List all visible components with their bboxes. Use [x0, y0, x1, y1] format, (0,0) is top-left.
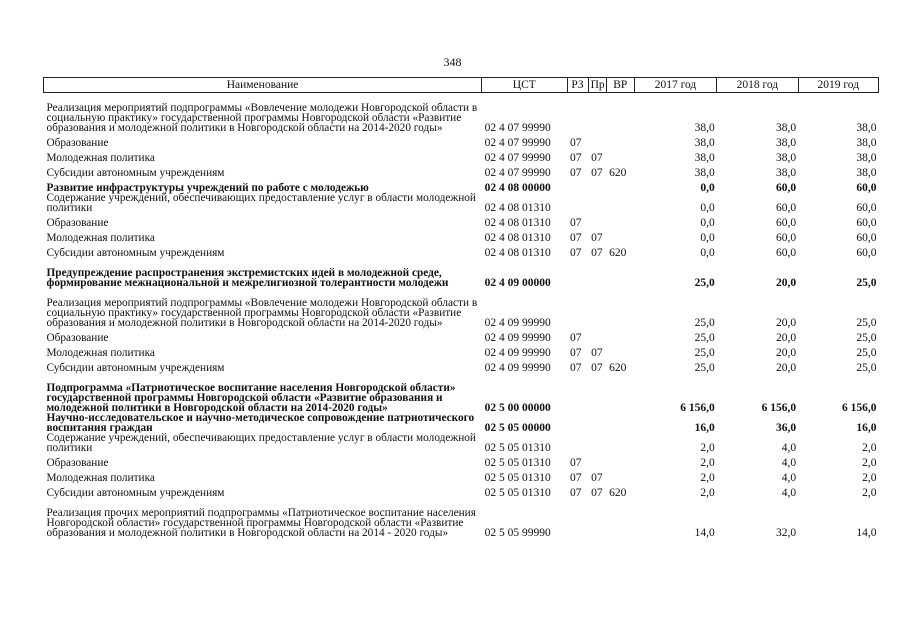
row-name: Научно-исследовательское и научно-методическое сопровождение патриотического воспитания граждан	[46, 412, 475, 434]
row-value-2018: 38,0	[775, 137, 797, 149]
row-rz	[567, 193, 588, 213]
row-value-2017: 2,0	[700, 442, 715, 454]
row-value-2018: 20,0	[775, 317, 797, 329]
row-cst: 02 4 07 99990	[484, 167, 551, 179]
row-pr	[588, 178, 606, 193]
row-vr	[606, 413, 634, 433]
row-name: Образование	[46, 137, 109, 149]
row-value-2018: 20,0	[775, 277, 797, 289]
row-value-2018: 38,0	[775, 167, 797, 179]
row-cst: 02 4 09 00000	[484, 277, 551, 289]
row-value-2017: 2,0	[700, 472, 715, 484]
row-value-2017: 38,0	[694, 152, 715, 164]
row-rz	[567, 413, 588, 433]
row-vr	[606, 453, 634, 468]
table-row	[44, 148, 879, 163]
row-name: Реализация мероприятий подпрограммы «Вовлечение молодежи Новгородской области в социальную практику» государственной программы Новгородской области «Развитие образования и молодежной политики в Новгородской области на 2014-2020 годы»	[46, 102, 478, 134]
table-row	[44, 213, 879, 228]
row-pr: 07	[591, 362, 603, 374]
table-row	[44, 228, 879, 243]
row-name: Предупреждение распространения экстремистских идей в молодежной среде, формирование межнациональной и межрелигиозной толерантности молодежи	[46, 267, 449, 289]
row-value-2019: 38,0	[856, 137, 877, 149]
row-value-2019: 38,0	[856, 167, 877, 179]
row-vr	[606, 213, 634, 228]
row-vr	[606, 373, 634, 413]
table-row	[44, 178, 879, 193]
row-value-2019: 25,0	[856, 362, 877, 374]
page-number: 348	[443, 55, 462, 69]
row-value-2017: 25,0	[694, 347, 715, 359]
row-name: Субсидии автономным учреждениям	[46, 362, 225, 374]
table-row	[44, 93, 879, 134]
budget-table	[43, 77, 879, 538]
row-cst: 02 5 05 01310	[484, 487, 551, 499]
row-value-2017: 0,0	[700, 247, 715, 259]
row-name: Содержание учреждений, обеспечивающих предоставление услуг в области молодежной политики	[46, 192, 476, 214]
row-value-2018: 4,0	[781, 457, 797, 469]
row-pr	[588, 213, 606, 228]
row-value-2019: 38,0	[856, 122, 877, 134]
row-name: Реализация прочих мероприятий подпрограммы «Патриотическое воспитание населения Новгородской области» государственной программы Новгородской области «Развитие образования и молодежной политики в Новгородской области на 2014 - 2020 годы»	[46, 507, 476, 539]
row-name: Подпрограмма «Патриотическое воспитание населения Новгородской области» государственной программы Новгородской области «Развитие образования и молодежной политики в Новгородской области на 2014-2020 годы»	[46, 382, 456, 414]
row-vr: 620	[609, 167, 627, 179]
row-cst: 02 5 05 00000	[484, 422, 551, 434]
row-value-2019: 60,0	[856, 247, 877, 259]
table-row	[44, 288, 879, 328]
table-row	[44, 258, 879, 288]
row-rz: 07	[570, 472, 582, 484]
row-value-2018: 32,0	[775, 527, 797, 539]
row-value-2019: 2,0	[862, 487, 877, 499]
row-value-2018: 4,0	[781, 472, 797, 484]
row-pr: 07	[591, 472, 603, 484]
table-row	[44, 133, 879, 148]
table-row	[44, 483, 879, 498]
row-pr	[588, 288, 606, 328]
header-pr: Пр	[588, 78, 606, 93]
row-vr	[606, 498, 634, 538]
row-rz: 07	[570, 152, 582, 164]
row-name: Молодежная политика	[46, 347, 155, 359]
table-row	[44, 358, 879, 373]
row-value-2018: 38,0	[775, 152, 797, 164]
row-value-2017: 25,0	[694, 362, 715, 374]
row-rz: 07	[570, 137, 582, 149]
row-pr	[588, 133, 606, 148]
row-cst: 02 4 07 99990	[484, 152, 551, 164]
row-vr	[606, 133, 634, 148]
table-row	[44, 453, 879, 468]
row-value-2018: 20,0	[775, 362, 797, 374]
header-2018: 2018 год	[717, 78, 798, 93]
row-value-2018: 20,0	[775, 347, 797, 359]
row-vr	[606, 258, 634, 288]
row-rz	[567, 93, 588, 134]
row-pr	[588, 413, 606, 433]
row-cst: 02 4 08 01310	[484, 247, 551, 259]
row-value-2018: 60,0	[775, 232, 797, 244]
row-vr	[606, 343, 634, 358]
row-rz	[567, 258, 588, 288]
row-vr	[606, 288, 634, 328]
row-pr	[588, 453, 606, 468]
row-vr	[606, 328, 634, 343]
row-rz: 07	[570, 332, 582, 344]
row-pr: 07	[591, 347, 603, 359]
row-value-2019: 60,0	[856, 202, 877, 214]
row-value-2017: 0,0	[700, 232, 715, 244]
row-rz: 07	[570, 167, 582, 179]
table-row	[44, 243, 879, 258]
row-cst: 02 5 05 99990	[484, 527, 551, 539]
row-value-2017: 38,0	[694, 167, 715, 179]
row-name: Содержание учреждений, обеспечивающих предоставление услуг в области молодежной политики	[46, 432, 476, 454]
row-vr	[606, 178, 634, 193]
table-row	[44, 343, 879, 358]
row-cst: 02 4 08 01310	[484, 202, 551, 214]
row-cst: 02 5 05 01310	[484, 457, 551, 469]
row-vr	[606, 228, 634, 243]
row-rz	[567, 498, 588, 538]
row-rz: 07	[570, 347, 582, 359]
row-pr: 07	[591, 232, 603, 244]
row-name: Реализация мероприятий подпрограммы «Вовлечение молодежи Новгородской области в социальную практику» государственной программы Новгородской области «Развитие образования и молодежной политики в Новгородской области на 2014-2020 годы»	[46, 297, 478, 329]
row-name: Развитие инфраструктуры учреждений по работе с молодежью	[46, 182, 369, 194]
row-value-2019: 60,0	[856, 217, 877, 229]
row-value-2019: 25,0	[856, 317, 877, 329]
row-value-2019: 2,0	[862, 457, 877, 469]
row-name: Субсидии автономным учреждениям	[46, 167, 225, 179]
row-value-2019: 60,0	[856, 182, 877, 194]
row-name: Образование	[46, 457, 109, 469]
row-name: Молодежная политика	[46, 232, 155, 244]
row-cst: 02 5 05 01310	[484, 472, 551, 484]
row-value-2017: 0,0	[700, 217, 715, 229]
row-value-2019: 2,0	[862, 442, 877, 454]
row-value-2017: 0,0	[700, 202, 715, 214]
row-value-2018: 60,0	[775, 202, 797, 214]
row-value-2019: 14,0	[856, 527, 877, 539]
table-row	[44, 193, 879, 213]
row-rz	[567, 178, 588, 193]
row-pr: 07	[591, 247, 603, 259]
row-name: Субсидии автономным учреждениям	[46, 487, 225, 499]
row-vr: 620	[609, 362, 627, 374]
table-row	[44, 433, 879, 453]
row-cst: 02 4 08 00000	[484, 182, 551, 194]
row-pr	[588, 193, 606, 213]
row-pr: 07	[591, 152, 603, 164]
row-value-2017: 38,0	[694, 122, 715, 134]
table-row	[44, 468, 879, 483]
header-vr: ВР	[606, 78, 634, 93]
row-vr	[606, 193, 634, 213]
row-cst: 02 4 09 99990	[484, 317, 551, 329]
row-rz	[567, 288, 588, 328]
row-name: Молодежная политика	[46, 152, 155, 164]
row-value-2018: 4,0	[781, 442, 797, 454]
row-value-2019: 60,0	[856, 232, 877, 244]
row-name: Субсидии автономным учреждениям	[46, 247, 225, 259]
table-row	[44, 328, 879, 343]
row-rz: 07	[570, 362, 582, 374]
row-value-2019: 25,0	[856, 332, 877, 344]
row-value-2019: 25,0	[856, 277, 877, 289]
row-vr: 620	[609, 487, 627, 499]
row-value-2018: 20,0	[775, 332, 797, 344]
row-pr: 07	[591, 487, 603, 499]
row-value-2018: 60,0	[775, 217, 797, 229]
row-cst: 02 4 08 01310	[484, 217, 551, 229]
row-cst: 02 4 09 99990	[484, 332, 551, 344]
row-rz: 07	[570, 232, 582, 244]
row-value-2019: 2,0	[862, 472, 877, 484]
row-value-2018: 4,0	[781, 487, 797, 499]
row-value-2017: 14,0	[694, 527, 715, 539]
row-value-2019: 38,0	[856, 152, 877, 164]
row-name: Образование	[46, 217, 109, 229]
header-2017: 2017 год	[634, 78, 716, 93]
row-pr	[588, 258, 606, 288]
row-pr: 07	[591, 167, 603, 179]
row-cst: 02 4 08 01310	[484, 232, 551, 244]
row-cst: 02 4 09 99990	[484, 347, 551, 359]
table-row	[44, 413, 879, 433]
row-value-2019: 16,0	[856, 422, 877, 434]
row-value-2019: 25,0	[856, 347, 877, 359]
header-rz: РЗ	[567, 78, 588, 93]
row-vr: 620	[609, 247, 627, 259]
row-name: Молодежная политика	[46, 472, 155, 484]
row-vr	[606, 433, 634, 453]
row-value-2017: 0,0	[700, 182, 715, 194]
row-vr	[606, 468, 634, 483]
row-rz: 07	[570, 247, 582, 259]
row-rz: 07	[570, 457, 582, 469]
row-value-2017: 38,0	[694, 137, 715, 149]
header-cst: ЦСТ	[482, 78, 567, 93]
row-cst: 02 5 05 01310	[484, 442, 551, 454]
row-name: Образование	[46, 332, 109, 344]
row-value-2017: 16,0	[694, 422, 715, 434]
table-row	[44, 498, 879, 538]
header-name: Наименование	[44, 78, 482, 93]
table-row	[44, 163, 879, 178]
row-value-2017: 25,0	[694, 317, 715, 329]
row-value-2018: 36,0	[775, 422, 797, 434]
table-row	[44, 373, 879, 413]
row-value-2017: 25,0	[694, 332, 715, 344]
row-value-2017: 2,0	[700, 457, 715, 469]
row-value-2018: 38,0	[775, 122, 797, 134]
table-header-row	[44, 78, 879, 93]
row-cst: 02 4 07 99990	[484, 122, 551, 134]
row-rz: 07	[570, 217, 582, 229]
row-value-2018: 60,0	[775, 182, 797, 194]
row-value-2019: 6 156,0	[842, 402, 877, 414]
row-pr	[588, 498, 606, 538]
row-value-2017: 6 156,0	[680, 402, 715, 414]
row-pr	[588, 93, 606, 134]
row-pr	[588, 433, 606, 453]
row-cst: 02 4 07 99990	[484, 137, 551, 149]
row-pr	[588, 328, 606, 343]
row-rz: 07	[570, 487, 582, 499]
row-rz	[567, 373, 588, 413]
row-value-2018: 60,0	[775, 247, 797, 259]
row-rz	[567, 433, 588, 453]
header-2019: 2019 год	[798, 78, 878, 93]
row-vr	[606, 93, 634, 134]
row-value-2017: 25,0	[694, 277, 715, 289]
row-cst: 02 4 09 99990	[484, 362, 551, 374]
row-pr	[588, 373, 606, 413]
row-cst: 02 5 00 00000	[484, 402, 551, 414]
row-vr	[606, 148, 634, 163]
row-value-2017: 2,0	[700, 487, 715, 499]
row-value-2018: 6 156,0	[761, 402, 797, 414]
